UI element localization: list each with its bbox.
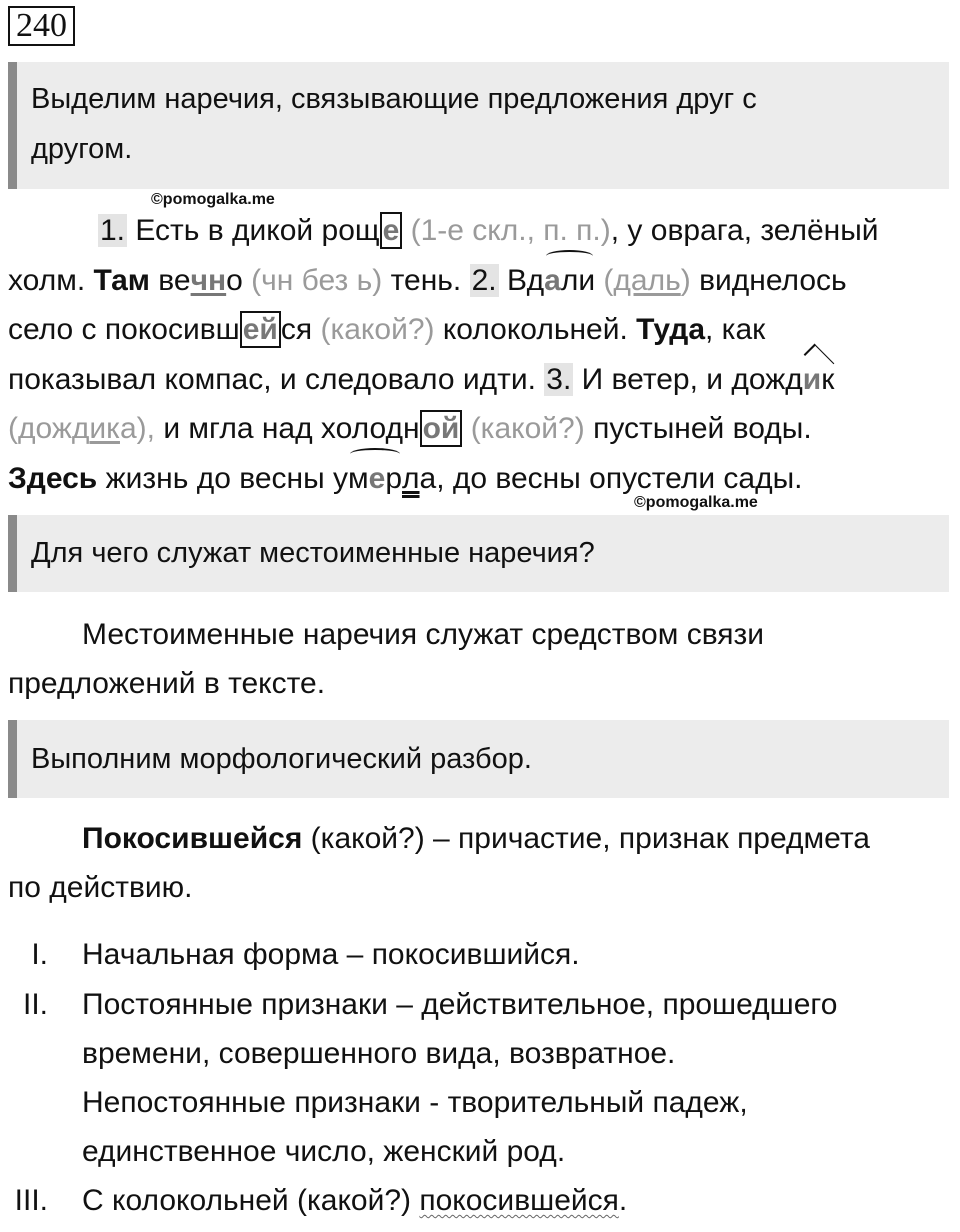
suffix-hat: ик [803,355,835,405]
list-marker: I. [31,938,48,971]
note: даль [613,263,681,297]
answer-2-line-1: Местоименные наречия служат средством связи [82,618,765,651]
ending-box: ой [420,410,463,447]
spellcheck-underline: покосившейся [419,1184,619,1217]
root-arc: мер [348,454,402,504]
prompt-band-1 [8,62,949,189]
text-line-3: село с покосивш ей ся (какой?) колокольней. Туда, как [8,313,766,346]
prompt-2: Для чего служат местоименные наречия? [31,537,595,569]
task-number: 240 [8,6,75,46]
morph-list: I. Начальная форма – покосившийся. II. Постоянные признаки – действительное, прошедшего времени, совершенного вида, возвратное. Непостоянные признаки - творительный падеж, единственное число, женский род. III. С колокольней (какой?) покосившейся. [8,930,956,1230]
text-line-5: (дождика), и мгла над холодн ой (какой?) пустыней воды. [8,412,812,445]
note: ик [89,412,120,445]
ending-box: е [380,212,403,249]
watermark-2: ©pomogalka.me [634,494,758,511]
sentence-number-2: 2. [471,263,497,297]
note: (1-е скл., п. п.) [402,214,611,247]
note: (какой?) [312,313,435,346]
morph-word: Покосившейся [82,822,303,855]
note: (чн без ь) [242,263,383,297]
adverb-tam: Там [93,263,150,297]
orthogram: чн [190,263,227,297]
morph-line-1: Покосившейся (какой?) – причастие, признак предмета [82,822,870,855]
sentence-number-1: 1. [100,214,126,247]
list-marker: III. [14,1184,48,1217]
list-marker: II. [22,988,48,1021]
adverb-tuda: Туда [636,313,706,346]
note: (какой?) [462,412,585,445]
morph-line-2: по действию. [8,871,193,904]
prompt-1-line-2: другом. [31,133,133,165]
exercise-text [8,206,956,503]
prompt-band-2 [8,515,949,592]
sentence-number-3: 3. [546,362,572,396]
text-line-4: показывал компас, и следовало идти. 3. И ветер, и дождик [8,355,956,405]
root-arc: али [544,256,595,306]
adverb-zdes: Здесь [8,461,98,495]
suffix-box: ей [240,311,281,348]
predicate-underline: л [402,461,420,495]
text-line-6: Здесь жизнь до весны умерла, до весны опустели сады. [8,454,956,504]
text-line-2: холм. Там вечно (чн без ь) тень. 2. Вдали (даль) виднелось [8,256,956,306]
answer-2 [8,610,956,708]
morph-intro [8,814,956,912]
prompt-3: Выполним морфологический разбор. [31,743,532,775]
text-line-1: 1. Есть в дикой рощ е (1-е скл., п. п.), у оврага, зелёный [100,214,879,247]
prompt-1-line-1: Выделим наречия, связывающие предложения друг с [31,83,757,115]
watermark-1: ©pomogalka.me [151,191,275,208]
answer-2-line-2: предложений в тексте. [8,667,326,700]
prompt-band-3 [8,720,949,798]
